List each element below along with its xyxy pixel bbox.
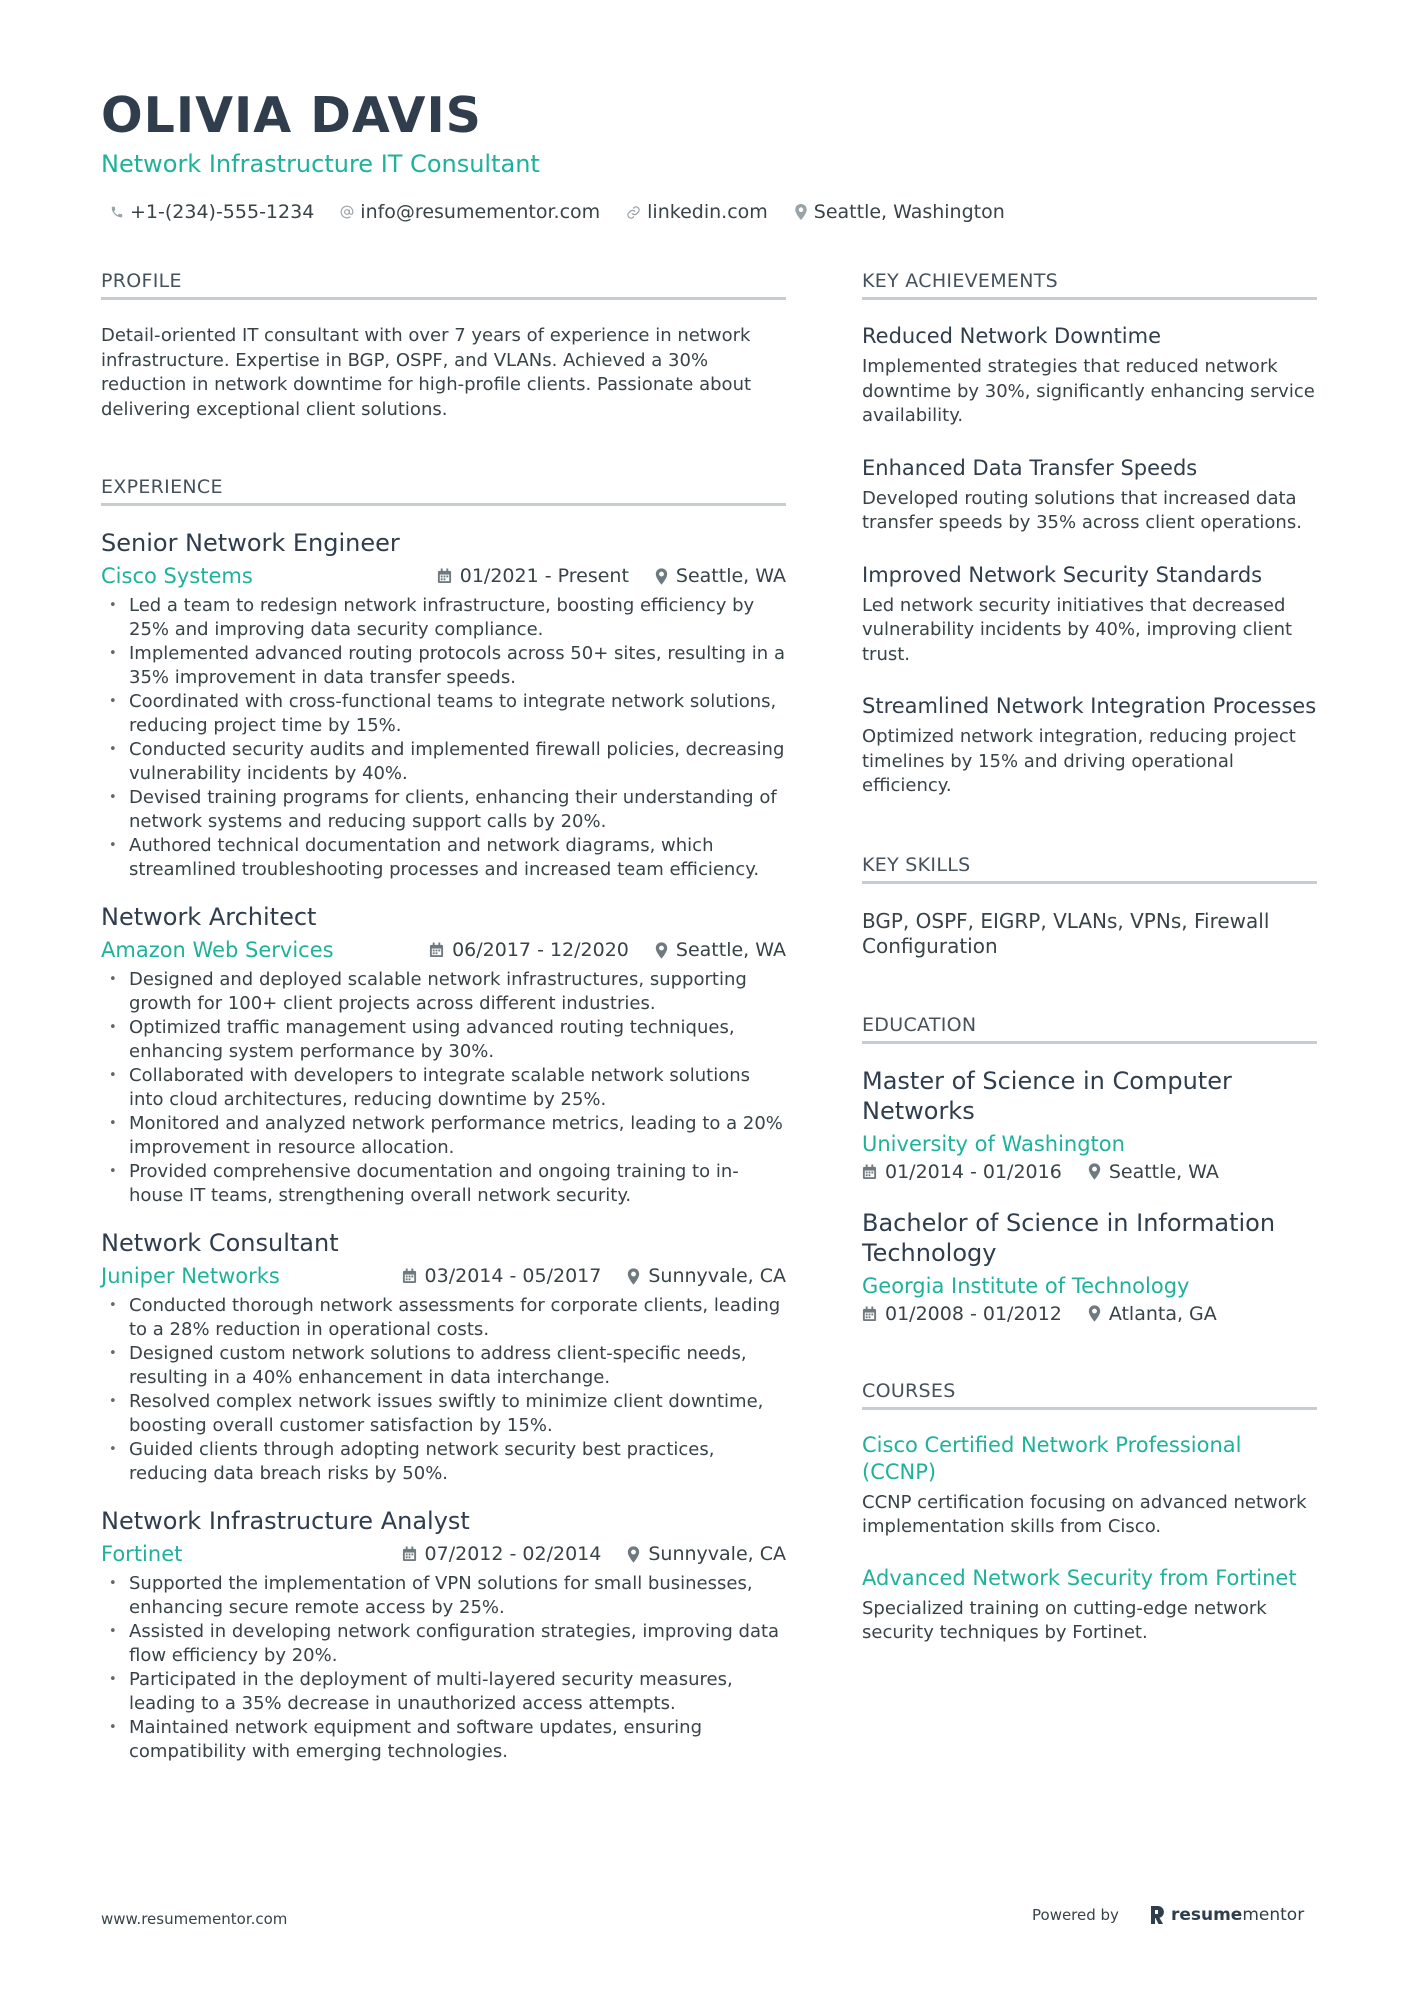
profile-summary: Detail-oriented IT consultant with over 7 years of experience in network infrastructure. Expertise in BGP, OSPF, and VLANs. Achieved a 30% reduction in network downtime for high-profile clients. Passionate about delivering exceptional client solutions. bbox=[101, 325, 752, 420]
course-desc: CCNP certification focusing on advanced network implementation skills from Cisco. bbox=[862, 1491, 1307, 1537]
job-bullet: • Monitored and analyzed network performance metrics, leading to a 20% improvement in resource allocation. bbox=[101, 1112, 786, 1160]
resumementor-logo-icon bbox=[1149, 1905, 1165, 1925]
left-column bbox=[101, 269, 786, 1764]
degree-title: Bachelor of Science in Information Technology bbox=[862, 1208, 1276, 1267]
achievement-item bbox=[862, 561, 1317, 668]
company-name: Cisco Systems bbox=[101, 564, 253, 588]
job-bullet: • Resolved complex network issues swiftly to minimize client downtime, boosting overall customer satisfaction by 15%. bbox=[101, 1390, 786, 1438]
job-meta bbox=[402, 1543, 786, 1565]
job-bullet: • Authored technical documentation and network diagrams, which streamlined troubleshooting processes and increased team efficiency. bbox=[101, 834, 786, 882]
job-dates-text: 06/2017 - 12/2020 bbox=[452, 939, 629, 961]
footer-powered bbox=[1032, 1905, 1304, 1925]
calendar-icon bbox=[402, 1546, 417, 1562]
calendar-icon bbox=[429, 942, 444, 958]
achievement-title: Improved Network Security Standards bbox=[862, 562, 1263, 587]
achievement-item bbox=[862, 692, 1317, 799]
job-bullet: • Coordinated with cross-functional teams to integrate network solutions, reducing project time by 15%. bbox=[101, 690, 786, 738]
job-bullets bbox=[101, 594, 786, 882]
achievement-title: Reduced Network Downtime bbox=[862, 324, 1161, 348]
job-meta bbox=[437, 565, 786, 587]
school-name: University of Washington bbox=[862, 1131, 1125, 1156]
email-text: info@resumementor.com bbox=[360, 201, 601, 223]
job-bullet: • Implemented advanced routing protocols across 50+ sites, resulting in a 35% improvement in data transfer speeds. bbox=[101, 642, 786, 690]
achievements-heading: KEY ACHIEVEMENTS bbox=[862, 269, 1317, 300]
job-title: Network Infrastructure Analyst bbox=[101, 1507, 470, 1535]
company-name: Fortinet bbox=[101, 1542, 183, 1566]
education-location bbox=[1088, 1161, 1219, 1183]
job-title: Network Consultant bbox=[101, 1229, 339, 1257]
powered-by-label: Powered by bbox=[1032, 1906, 1119, 1924]
job-bullet: • Provided comprehensive documentation and ongoing training to in-house IT teams, strengthening overall network security. bbox=[101, 1160, 786, 1208]
course-title: Cisco Certified Network Professional (CCNP) bbox=[862, 1432, 1242, 1484]
course-item bbox=[862, 1432, 1317, 1540]
job-info-line bbox=[101, 1262, 786, 1290]
job-bullet: • Supported the implementation of VPN solutions for small businesses, enhancing secure remote access by 25%. bbox=[101, 1572, 786, 1620]
job-dates bbox=[437, 565, 629, 587]
education-item bbox=[862, 1208, 1317, 1325]
education-heading: EDUCATION bbox=[862, 1013, 1317, 1044]
education-dates-text: 01/2014 - 01/2016 bbox=[885, 1160, 1062, 1183]
education-location-text: Seattle, WA bbox=[1108, 1160, 1219, 1183]
job-dates-text: 01/2021 - Present bbox=[459, 565, 629, 587]
right-column bbox=[862, 269, 1317, 1646]
location-text: Seattle, Washington bbox=[813, 201, 1005, 223]
job-bullet: • Designed and deployed scalable network infrastructures, supporting growth for 100+ client projects across different industries. bbox=[101, 968, 786, 1016]
job-location-text: Sunnyvale, CA bbox=[648, 1265, 786, 1287]
brand-bold: resume bbox=[1170, 1905, 1243, 1925]
experience-heading: EXPERIENCE bbox=[101, 475, 786, 506]
contact-email[interactable] bbox=[340, 200, 600, 224]
education-dates bbox=[862, 1161, 1062, 1183]
job-info-line bbox=[101, 936, 786, 964]
location-pin-icon bbox=[627, 1546, 640, 1563]
job-bullet: • Collaborated with developers to integrate scalable network solutions into cloud architectures, reducing downtime by 25%. bbox=[101, 1064, 786, 1112]
job-title: Senior Network Engineer bbox=[101, 529, 400, 557]
calendar-icon bbox=[862, 1164, 877, 1180]
profile-heading: PROFILE bbox=[101, 269, 786, 300]
job-bullet: • Participated in the deployment of multi-layered security measures, leading to a 35% decrease in unauthorized access attempts. bbox=[101, 1668, 786, 1716]
course-title: Advanced Network Security from Fortinet bbox=[862, 1565, 1297, 1590]
courses-list bbox=[862, 1432, 1317, 1646]
job-bullet: • Guided clients through adopting network security best practices, reducing data breach risks by 50%. bbox=[101, 1438, 786, 1486]
education-location-text: Atlanta, GA bbox=[1108, 1302, 1217, 1325]
achievements-list bbox=[862, 322, 1317, 799]
job-bullet: • Assisted in developing network configuration strategies, improving data flow efficiency by 20%. bbox=[101, 1620, 786, 1668]
calendar-icon bbox=[402, 1268, 417, 1284]
candidate-title: Network Infrastructure IT Consultant bbox=[101, 150, 540, 178]
job-entry bbox=[101, 902, 786, 1208]
brand-light: mentor bbox=[1242, 1905, 1305, 1925]
phone-text: +1-(234)-555-1234 bbox=[130, 201, 315, 223]
job-bullets bbox=[101, 1294, 786, 1486]
job-dates bbox=[402, 1265, 602, 1287]
location-pin-icon bbox=[627, 1268, 640, 1285]
job-info-line bbox=[101, 562, 786, 590]
course-desc: Specialized training on cutting-edge network security techniques by Fortinet. bbox=[862, 1597, 1267, 1643]
location-pin-icon bbox=[655, 942, 668, 959]
degree-title: Master of Science in Computer Networks bbox=[862, 1066, 1232, 1125]
job-bullet: • Conducted security audits and implemented firewall policies, decreasing vulnerability incidents by 40%. bbox=[101, 738, 786, 786]
contact-bar bbox=[110, 200, 1031, 224]
education-meta bbox=[862, 1303, 1317, 1325]
job-bullet: • Devised training programs for clients, enhancing their understanding of network systems and reducing support calls by 20%. bbox=[101, 786, 786, 834]
job-dates bbox=[402, 1543, 602, 1565]
job-location bbox=[627, 1543, 786, 1565]
job-bullet: • Conducted thorough network assessments for corporate clients, leading to a 28% reduction in operational costs. bbox=[101, 1294, 786, 1342]
course-item bbox=[862, 1565, 1317, 1646]
achievement-title: Enhanced Data Transfer Speeds bbox=[862, 455, 1198, 480]
contact-linkedin[interactable] bbox=[626, 200, 768, 224]
contact-location bbox=[794, 200, 1005, 224]
location-pin-icon bbox=[655, 568, 668, 585]
courses-heading: COURSES bbox=[862, 1379, 1317, 1410]
achievement-title: Streamlined Network Integration Processes bbox=[862, 694, 1317, 718]
contact-phone[interactable] bbox=[110, 200, 314, 224]
brand-logo[interactable] bbox=[1149, 1905, 1304, 1925]
skills-text: BGP, OSPF, EIGRP, VLANs, VPNs, Firewall Configuration bbox=[862, 908, 1270, 958]
job-meta bbox=[429, 939, 786, 961]
achievement-item bbox=[862, 322, 1317, 429]
link-icon bbox=[626, 205, 641, 220]
calendar-icon bbox=[862, 1306, 877, 1322]
job-dates-text: 03/2014 - 05/2017 bbox=[424, 1265, 602, 1287]
job-entry bbox=[101, 1228, 786, 1486]
experience-list bbox=[101, 528, 786, 1764]
job-bullets bbox=[101, 968, 786, 1208]
education-list bbox=[862, 1066, 1317, 1325]
job-bullet: • Led a team to redesign network infrastructure, boosting efficiency by 25% and improving data security compliance. bbox=[101, 594, 786, 642]
education-dates bbox=[862, 1303, 1062, 1325]
skills-heading: KEY SKILLS bbox=[862, 853, 1317, 884]
job-location bbox=[655, 939, 786, 961]
location-pin-icon bbox=[1088, 1305, 1101, 1322]
job-location bbox=[655, 565, 786, 587]
education-item bbox=[862, 1066, 1317, 1183]
education-location bbox=[1088, 1303, 1217, 1325]
job-location-text: Seattle, WA bbox=[675, 565, 786, 587]
job-location-text: Seattle, WA bbox=[675, 939, 786, 961]
achievement-desc: Optimized network integration, reducing project timelines by 15% and driving operational efficiency. bbox=[862, 726, 1296, 796]
location-pin-icon bbox=[1088, 1163, 1101, 1180]
job-entry bbox=[101, 1506, 786, 1764]
footer-website[interactable]: www.resumementor.com bbox=[101, 1910, 288, 1928]
location-pin-icon bbox=[794, 204, 808, 220]
achievement-desc: Developed routing solutions that increased data transfer speeds by 35% across client operations. bbox=[862, 487, 1302, 533]
company-name: Amazon Web Services bbox=[101, 938, 334, 962]
job-title: Network Architect bbox=[101, 903, 317, 931]
job-bullet: • Maintained network equipment and software updates, ensuring compatibility with emerging technologies. bbox=[101, 1716, 786, 1764]
job-bullet: • Designed custom network solutions to address client-specific needs, resulting in a 40% enhancement in data interchange. bbox=[101, 1342, 786, 1390]
at-icon bbox=[340, 205, 354, 219]
job-location-text: Sunnyvale, CA bbox=[648, 1543, 786, 1565]
company-name: Juniper Networks bbox=[101, 1264, 280, 1288]
candidate-name: OLIVIA DAVIS bbox=[101, 87, 482, 144]
job-meta bbox=[402, 1265, 786, 1287]
calendar-icon bbox=[437, 568, 452, 584]
job-bullet: • Optimized traffic management using advanced routing techniques, enhancing system performance by 30%. bbox=[101, 1016, 786, 1064]
education-meta bbox=[862, 1161, 1317, 1183]
job-dates-text: 07/2012 - 02/2014 bbox=[424, 1543, 602, 1565]
job-location bbox=[627, 1265, 786, 1287]
achievement-item bbox=[862, 454, 1317, 536]
linkedin-text: linkedin.com bbox=[647, 201, 768, 223]
achievement-desc: Led network security initiatives that decreased vulnerability incidents by 40%, improving client trust. bbox=[862, 594, 1293, 665]
school-name: Georgia Institute of Technology bbox=[862, 1273, 1190, 1298]
job-entry bbox=[101, 528, 786, 882]
education-dates-text: 01/2008 - 01/2012 bbox=[885, 1302, 1062, 1325]
achievement-desc: Implemented strategies that reduced network downtime by 30%, significantly enhancing service availability. bbox=[862, 356, 1315, 426]
job-bullets bbox=[101, 1572, 786, 1764]
phone-icon bbox=[110, 205, 124, 219]
job-info-line bbox=[101, 1540, 786, 1568]
job-dates bbox=[429, 939, 629, 961]
